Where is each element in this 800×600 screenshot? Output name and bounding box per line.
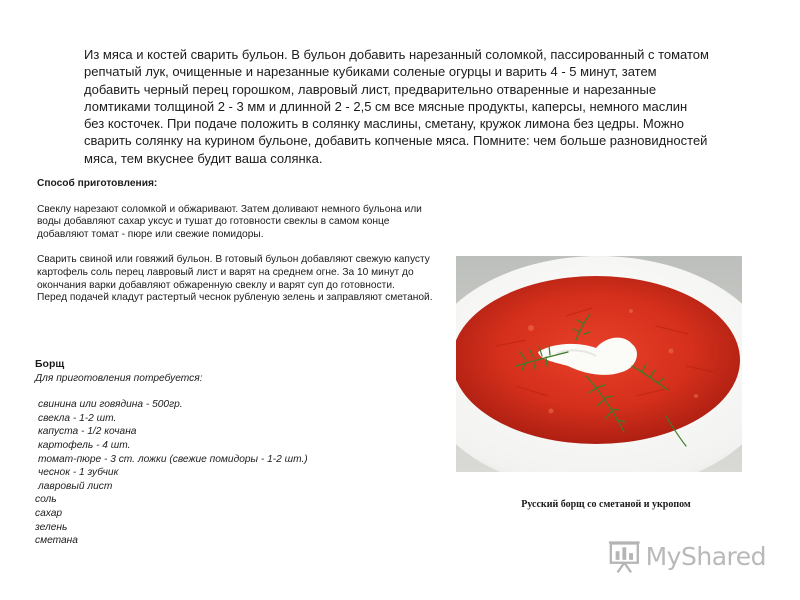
photo-caption: Русский борщ со сметаной и укропом xyxy=(521,499,691,510)
ingredient-item: капуста - 1/2 кочана xyxy=(38,426,137,438)
ingredient-list xyxy=(35,398,415,548)
borsch-subtitle: Для приготовления потребуется: xyxy=(35,372,203,384)
method-paragraph-serving: Перед подачей кладут растертый чеснок рубленую зелень и заправляют сметаной. xyxy=(37,292,433,304)
ingredient-item: свинина или говядина - 500гр. xyxy=(38,399,183,411)
ingredient-item: свекла - 1-2 шт. xyxy=(38,412,117,424)
ingredient-item: сахар xyxy=(35,507,63,519)
ingredient-item: чеснок - 1 зубчик xyxy=(38,467,119,479)
ingredient-item: зелень xyxy=(35,521,68,533)
borsch-photo xyxy=(456,256,742,472)
ingredient-item: томат-пюре - 3 ст. ложки (свежие помидоры - 1-2 шт.) xyxy=(38,453,308,465)
borsch-section xyxy=(35,358,415,548)
method-section xyxy=(37,178,437,305)
method-paragraph-broth: Сварить свиной или говяжий бульон. В готовый бульон добавляют свежую капусту картофель соль перец лавровый лист и варят на среднем огне. За 10 минут до окончания варки добавляют обжаренную свеклу и варят суп до готовности. xyxy=(37,254,430,291)
ingredient-item: картофель - 4 шт. xyxy=(38,439,131,451)
method-heading: Способ приготовления: xyxy=(37,178,158,189)
borsch-illustration xyxy=(456,256,742,472)
borsch-title: Борщ xyxy=(35,358,65,370)
presentation-board-icon xyxy=(606,537,643,575)
ingredient-item: сметана xyxy=(35,535,78,547)
logo-text: MyShared xyxy=(645,541,766,571)
ingredient-item: соль xyxy=(35,494,57,506)
myshared-logo xyxy=(606,536,766,576)
method-paragraph-beet: Свеклу нарезают соломкой и обжаривают. Затем доливают немного бульона или воды добавляют сахар уксус и тушат до готовности свеклы в самом конце добавляют томат - пюре или свежие помидоры. xyxy=(37,203,422,240)
intro-paragraph: Из мяса и костей сварить бульон. В бульон добавить нарезанный соломкой, пассированный с томатом репчатый лук, очищенные и нарезанные кубиками соленые огурцы и варить 4 - 5 минут, затем добавить черный перец горошком, лавровый лист, предварительно отваренные и нарезанные ломтиками толщиной 2 - 3 мм и длинной 2 - 2,5 см все мясные продукты, каперсы, немного маслин без косточек. При подаче положить в солянку маслины, сметану, кружок лимона без цедры. Можно сварить солянку на курином бульоне, добавить копченые мяса. Помните: чем больше разновидностей мяса, тем вкуснее будит ваша солянка. xyxy=(84,47,709,166)
ingredient-item: лавровый лист xyxy=(38,480,113,492)
